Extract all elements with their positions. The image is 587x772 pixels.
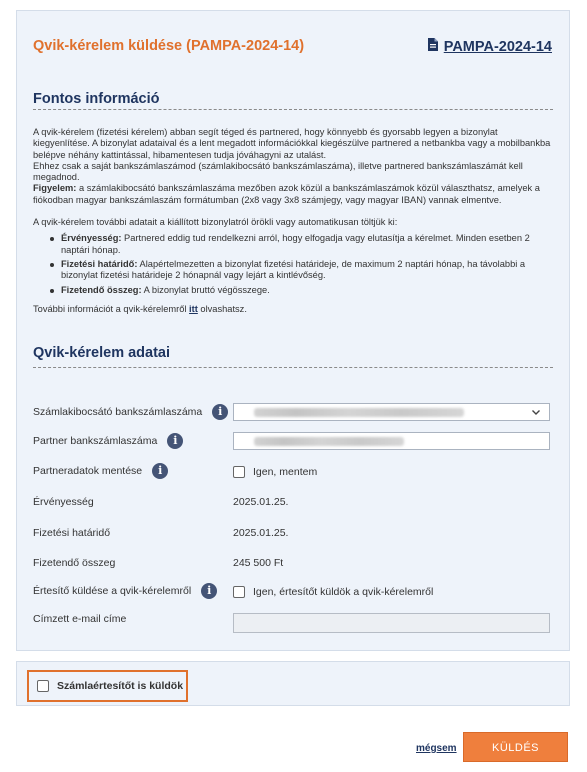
checkbox[interactable] — [233, 586, 245, 598]
divider — [33, 367, 553, 368]
redacted-value — [254, 437, 404, 446]
issuer-account-label: Számlakibocsátó bankszámlaszáma i — [33, 404, 228, 420]
checkbox[interactable] — [233, 466, 245, 478]
main-panel — [16, 10, 570, 651]
list-item: Fizetési határidő: Alapértelmezetten a bizonylat fizetési határideje, de maximum 2 naptári hónap, ha távolabbi a bizonylat fizetési határideje 2 hónapnál vagy lejárt a kintlévőség. — [61, 259, 555, 282]
checkbox[interactable] — [37, 680, 49, 692]
list-item: Fizetendő összeg: A bizonylat bruttó végösszege. — [61, 285, 555, 296]
document-icon — [427, 37, 439, 56]
more-info-link[interactable]: itt — [189, 303, 198, 314]
info-icon[interactable]: i — [212, 404, 228, 420]
info-icon[interactable]: i — [152, 463, 168, 479]
validity-label: Érvényesség — [33, 496, 94, 508]
info-paragraph: Ehhez csak a saját bankszámlaszámod (számlakibocsátó bankszámlaszáma), illetve partnered bankszámlaszámát kell megadnod. — [33, 160, 523, 183]
info-text — [33, 127, 555, 315]
info-paragraph-warning: Figyelem: a számlakibocsátó bankszámlaszáma mezőben azok közül a bankszámlaszámok közül választhatsz, amelyek a fiókodban magyar bankszámlaszám formátumban (2x8 vagy 3x8 számjegy, vagy magyar IBAN) vannak elmentve. — [33, 183, 540, 205]
email-input[interactable] — [233, 613, 550, 633]
document-link-label[interactable]: PAMPA-2024-14 — [443, 38, 552, 55]
info-bullet-list — [61, 233, 555, 295]
due-date-label: Fizetési határidő — [33, 527, 111, 539]
partner-account-label: Partner bankszámlaszáma i — [33, 433, 183, 449]
info-paragraph: A qvik-kérelem további adatait a kiállított bizonylatról örökli vagy automatikusan töltjük ki: — [33, 217, 398, 228]
save-partner-label: Partneradatok mentése i — [33, 463, 168, 479]
partner-account-input[interactable] — [233, 432, 550, 450]
chevron-down-icon — [531, 407, 541, 417]
notify-checkbox[interactable]: Igen, értesítőt küldök a qvik-kérelemről — [233, 586, 433, 598]
invoice-notice-checkbox[interactable]: Számlaértesítőt is küldök — [27, 670, 188, 702]
send-button[interactable]: KÜLDÉS — [463, 732, 568, 762]
info-section-title: Fontos információ — [33, 91, 160, 107]
info-icon[interactable]: i — [167, 433, 183, 449]
amount-value: 245 500 Ft — [233, 557, 284, 569]
document-link[interactable] — [427, 37, 552, 56]
page-title: Qvik-kérelem küldése (PAMPA-2024-14) — [33, 38, 305, 54]
form-section-title: Qvik-kérelem adatai — [33, 345, 171, 361]
notify-label: Értesítő küldése a qvik-kérelemről i — [33, 583, 217, 599]
due-date-value: 2025.01.25. — [233, 527, 289, 539]
cancel-link[interactable]: mégsem — [416, 743, 457, 754]
more-info-text: További információt a qvik-kérelemről itt olvashatsz. — [33, 303, 247, 314]
issuer-account-select[interactable] — [233, 403, 550, 421]
invoice-notice-panel — [16, 661, 570, 706]
validity-value: 2025.01.25. — [233, 496, 289, 508]
list-item: Érvényesség: Partnered eddig tud rendelkezni arról, hogy elfogadja vagy elutasítja a kérelmet. Minden esetben 2 naptári hónap. — [61, 233, 555, 256]
redacted-value — [254, 408, 464, 417]
info-paragraph: A qvik-kérelem (fizetési kérelem) abban segít téged és partnered, hogy könnyebb és gyorsabb legyen a bizonylat kiegyenlítése. A bizonylat adataival és a lent megadott információkkal kiegészülve partnered a netbankba vagy a mobilbankba belépve néhány kattintással, hibamentesen tudja jóváhagyni az utalást. — [33, 127, 551, 160]
divider — [33, 109, 553, 110]
info-icon[interactable]: i — [201, 583, 217, 599]
amount-label: Fizetendő összeg — [33, 557, 116, 569]
email-label: Címzett e-mail címe — [33, 613, 127, 625]
save-partner-checkbox[interactable]: Igen, mentem — [233, 466, 317, 478]
